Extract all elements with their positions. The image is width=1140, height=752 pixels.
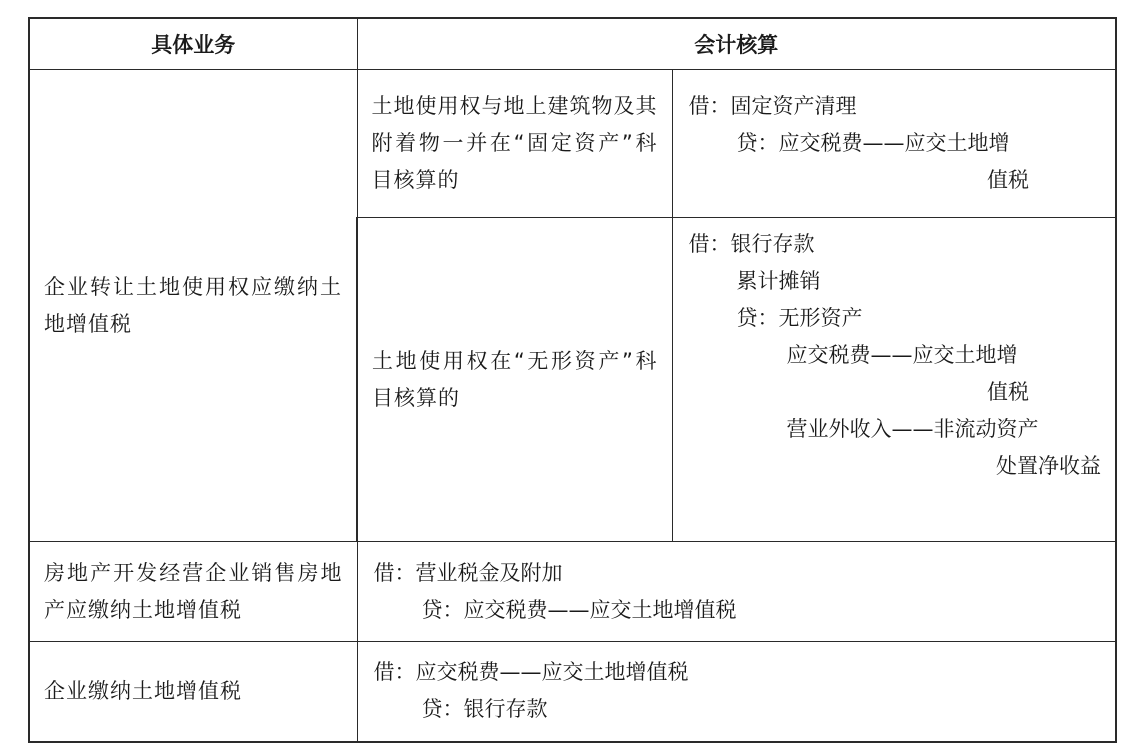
entry-cell: [672, 218, 1116, 542]
condition-cell: 土地使用权与地上建筑物及其附着物一并在“固定资产”科目核算的: [357, 70, 672, 218]
entry-line-debit: 借：营业税金及附加: [373, 560, 563, 585]
condition-cell: 土地使用权在“无形资产”科目核算的: [357, 218, 672, 542]
entry-line-debit: 借：应交税费——应交土地增值税: [373, 660, 689, 685]
header-business: 具体业务: [29, 18, 357, 70]
entry-line-credit: 贷：应交税费——应交土地增值税: [421, 597, 737, 622]
entry-line-credit-3-cont: 处置净收益: [996, 454, 1101, 478]
header-accounting: 会计核算: [357, 18, 1116, 70]
entry-line-credit: [689, 125, 1102, 162]
entry-line-debit: 借：银行存款: [688, 232, 815, 256]
entry-cell: [672, 70, 1116, 218]
entry-line-credit: 贷：无形资产: [736, 306, 863, 330]
entry-cell: [357, 642, 1116, 742]
table-header-row: [29, 18, 1116, 70]
table-row: [29, 542, 1116, 642]
entry-line-credit-cont: 值税: [987, 168, 1029, 192]
business-cell: 房地产开发经营企业销售房地产应缴纳土地增值税: [29, 542, 357, 642]
entry-line-credit-2-cont: 值税: [987, 380, 1029, 404]
table-row: [29, 70, 1116, 218]
table-row: [29, 642, 1116, 742]
entry-line-credit-2: 应交税费——应交土地增: [786, 343, 1018, 367]
entry-line-credit-3: 营业外收入——非流动资产: [786, 417, 1039, 441]
entry-line-debit: 借：固定资产清理: [688, 94, 857, 118]
entry-line-credit: 贷：银行存款: [421, 697, 548, 722]
business-cell: 企业转让土地使用权应缴纳土地增值税: [29, 70, 357, 542]
accounting-table: [28, 17, 1117, 743]
business-cell: 企业缴纳土地增值税: [29, 642, 357, 742]
entry-line-debit-2: 累计摊销: [736, 269, 821, 293]
entry-cell: [357, 542, 1116, 642]
entry-line-credit-text: 贷：应交税费——应交土地增: [736, 131, 1010, 155]
